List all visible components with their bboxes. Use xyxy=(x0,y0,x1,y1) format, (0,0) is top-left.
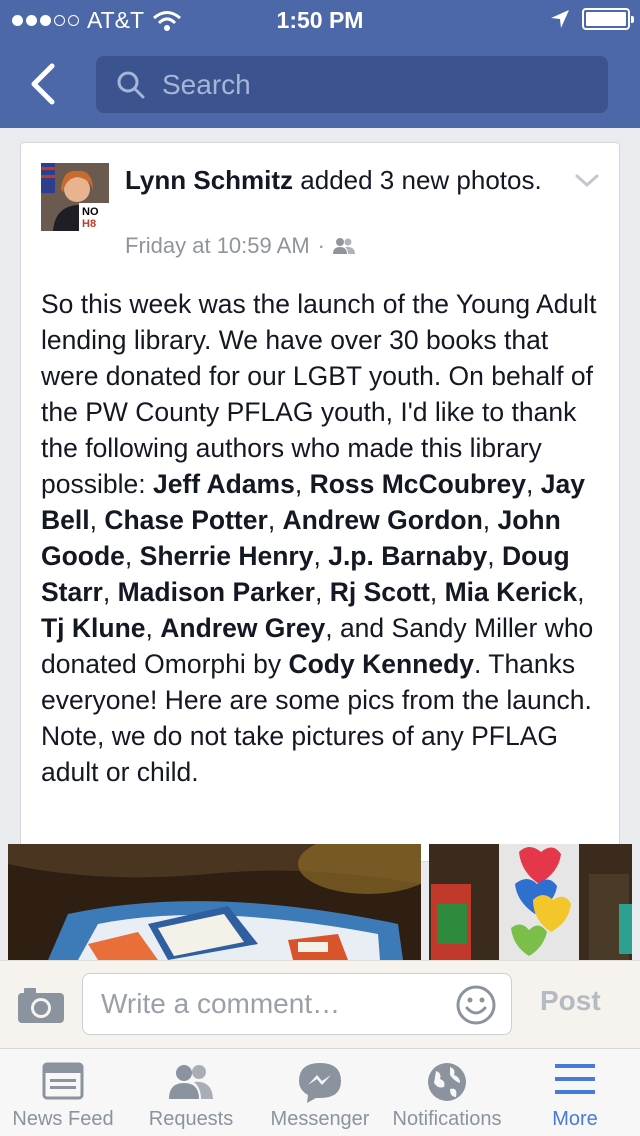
post-card xyxy=(20,142,620,862)
tagged-author[interactable]: J.p. Barnaby xyxy=(328,541,488,571)
photo-strip xyxy=(8,844,632,960)
post-text-segment: , xyxy=(89,505,105,535)
menu-icon xyxy=(553,1061,597,1097)
camera-icon[interactable] xyxy=(16,985,66,1025)
top-bar xyxy=(0,0,640,128)
tagged-author[interactable]: Andrew Grey xyxy=(160,613,326,643)
tagged-author[interactable]: Doug Starr xyxy=(41,541,570,607)
globe-icon xyxy=(426,1061,468,1103)
chevron-down-icon[interactable] xyxy=(575,173,599,189)
comment-bar xyxy=(0,960,640,1048)
tagged-author[interactable]: John Goode xyxy=(41,505,561,571)
tagged-author[interactable]: Andrew Gordon xyxy=(282,505,483,535)
tagged-author[interactable]: Madison Parker xyxy=(117,577,315,607)
post-timestamp[interactable]: Friday at 10:59 AM xyxy=(125,233,310,258)
post-photo[interactable] xyxy=(8,844,421,960)
tab-label: More xyxy=(552,1108,598,1130)
battery-icon xyxy=(582,8,630,30)
search-icon xyxy=(116,70,146,100)
post-text-segment: , xyxy=(487,541,502,571)
profile-photo xyxy=(41,163,109,231)
post-text-segment: So this week was the launch of the Young Adult lending library. We have over 30 books that were donated for our LGBT youth. On behalf of the PW County PFLAG youth, I'd like to thank the following authors who made this library possible: xyxy=(41,289,597,499)
post-action: added 3 new photos. xyxy=(293,165,542,195)
tagged-author[interactable]: Chase Potter xyxy=(104,505,268,535)
tab-notifications[interactable] xyxy=(384,1049,510,1136)
post-text-segment: , xyxy=(482,505,498,535)
status-time: 1:50 PM xyxy=(276,7,364,33)
post-header xyxy=(125,163,565,197)
tagged-author[interactable]: Mia Kerick xyxy=(444,577,578,607)
news-feed-icon xyxy=(41,1061,85,1101)
comment-placeholder: Write a comment… xyxy=(101,988,341,1019)
post-meta: Friday at 10:59 AM · xyxy=(125,233,355,259)
comment-input[interactable] xyxy=(82,973,512,1035)
tagged-author[interactable]: Cody Kennedy xyxy=(288,649,475,679)
tab-bar xyxy=(0,1048,640,1136)
tagged-author[interactable]: Tj Klune xyxy=(41,613,146,643)
location-arrow-icon xyxy=(550,9,570,29)
post-text-segment: , xyxy=(526,469,541,499)
avatar[interactable] xyxy=(41,163,109,231)
post-comment-button[interactable]: Post xyxy=(540,985,601,1016)
post-text-segment: , xyxy=(124,541,140,571)
tagged-author[interactable]: Jay Bell xyxy=(41,469,585,535)
author-name[interactable]: Lynn Schmitz xyxy=(125,165,294,195)
friends-audience-icon xyxy=(333,237,355,255)
svg-text:NO: NO xyxy=(82,206,99,218)
post-text-segment: , xyxy=(145,613,161,643)
friend-requests-icon xyxy=(166,1061,216,1101)
tab-more[interactable] xyxy=(510,1049,640,1136)
post-text-segment: , xyxy=(313,541,329,571)
post-text-segment: , xyxy=(314,577,330,607)
tab-label: News Feed xyxy=(12,1108,114,1130)
post-text-segment: , and Sandy Miller who donated Omorphi by xyxy=(41,613,594,679)
tagged-author[interactable]: Jeff Adams xyxy=(152,469,295,499)
post-text-segment: , xyxy=(577,577,585,607)
status-bar xyxy=(0,0,640,40)
tagged-author[interactable]: Ross McCoubrey xyxy=(309,469,527,499)
post-text-segment: , xyxy=(294,469,310,499)
post-photo[interactable] xyxy=(429,844,632,960)
emoji-icon[interactable] xyxy=(455,984,497,1026)
search-placeholder: Search xyxy=(162,68,251,100)
post-text-segment: , xyxy=(267,505,283,535)
tab-messenger[interactable] xyxy=(256,1049,384,1136)
tab-requests[interactable] xyxy=(126,1049,256,1136)
search-input[interactable] xyxy=(96,56,608,113)
tagged-author[interactable]: Sherrie Henry xyxy=(139,541,314,571)
back-button[interactable] xyxy=(24,62,64,106)
tab-label: Notifications xyxy=(392,1108,502,1130)
svg-text:H8: H8 xyxy=(82,218,97,230)
post-text-segment: , xyxy=(429,577,445,607)
messenger-icon xyxy=(297,1061,343,1103)
tab-label: Messenger xyxy=(270,1108,370,1130)
post-text-segment: . Thanks everyone! Here are some pics from the launch. Note, we do not take pictures of any PFLAG adult or child. xyxy=(41,649,592,787)
tab-news-feed[interactable] xyxy=(0,1049,126,1136)
tagged-author[interactable]: Rj Scott xyxy=(329,577,430,607)
post-text-segment: , xyxy=(102,577,118,607)
post-text xyxy=(41,286,605,790)
tab-label: Requests xyxy=(148,1108,234,1130)
carrier-name: AT&T xyxy=(87,7,145,33)
